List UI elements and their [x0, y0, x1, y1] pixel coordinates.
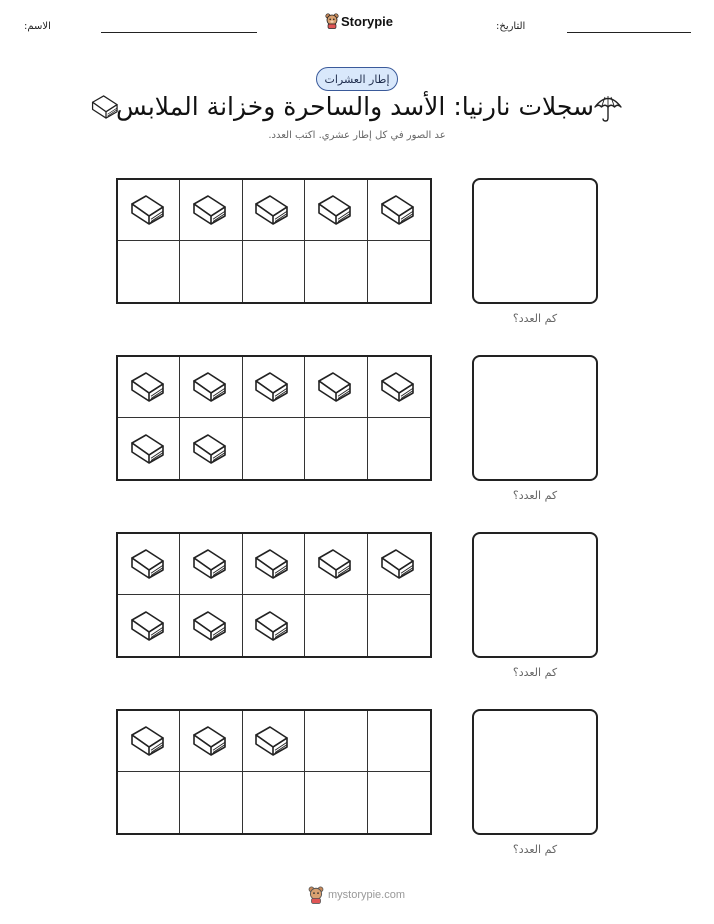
ten-frame-cell-filled	[368, 534, 430, 595]
ten-frame-cell-filled	[180, 534, 242, 595]
ten-frame	[116, 709, 432, 835]
ten-frame-cell-empty	[180, 772, 242, 833]
ten-frame-cell-empty	[305, 772, 367, 833]
bear-mascot-icon	[325, 13, 339, 29]
page-title: سجلات نارنيا: الأسد والساحرة وخزانة الملابس	[115, 92, 594, 121]
ten-frame-cell-empty	[305, 241, 367, 302]
ten-frame-cell-filled	[118, 418, 180, 479]
answer-box[interactable]	[472, 532, 598, 658]
ten-frame-cell-filled	[243, 357, 305, 418]
instructions: عد الصور في كل إطار عشري. اكتب العدد.	[268, 130, 446, 141]
book-icon	[316, 191, 356, 229]
ten-frame-cell-empty	[368, 241, 430, 302]
answer-box[interactable]	[472, 709, 598, 835]
book-icon	[191, 722, 231, 760]
ten-frame-cell-filled	[180, 180, 242, 241]
book-icon	[129, 545, 169, 583]
ten-frame-cell-empty	[368, 711, 430, 772]
book-icon	[129, 368, 169, 406]
ten-frame-cell-empty	[368, 595, 430, 656]
ten-frame-cell-filled	[180, 418, 242, 479]
ten-frame-cell-empty	[305, 418, 367, 479]
ten-frame-cell-filled	[305, 180, 367, 241]
book-icon	[253, 607, 293, 645]
how-many-label: كم العدد؟	[512, 843, 558, 856]
book-icon	[316, 368, 356, 406]
umbrella-icon	[592, 92, 624, 124]
name-line[interactable]	[101, 32, 257, 33]
brand-logo	[325, 13, 393, 29]
ten-frame-cell-filled	[305, 534, 367, 595]
bear-mascot-icon	[308, 886, 324, 904]
name-label: الاسم:	[24, 21, 51, 32]
book-icon	[129, 607, 169, 645]
ten-frame-cell-empty	[368, 418, 430, 479]
book-icon	[191, 368, 231, 406]
book-icon	[191, 191, 231, 229]
ten-frame-cell-filled	[180, 711, 242, 772]
footer-site-link[interactable]: mystorypie.com	[328, 889, 406, 901]
book-icon	[379, 191, 419, 229]
ten-frame-cell-empty	[180, 241, 242, 302]
book-icon	[316, 545, 356, 583]
book-icon	[253, 545, 293, 583]
ten-frame-cell-empty	[243, 241, 305, 302]
ten-frame-cell-empty	[118, 772, 180, 833]
ten-frame-cell-empty	[368, 772, 430, 833]
book-icon	[129, 722, 169, 760]
ten-frame-cell-filled	[243, 534, 305, 595]
book-icon	[191, 430, 231, 468]
ten-frame-cell-filled	[368, 180, 430, 241]
book-icon	[379, 545, 419, 583]
ten-frame	[116, 178, 432, 304]
book-icon	[129, 191, 169, 229]
book-icon	[379, 368, 419, 406]
ten-frame-cell-empty	[243, 418, 305, 479]
ten-frame-cell-filled	[118, 534, 180, 595]
ten-frame-cell-empty	[305, 595, 367, 656]
ten-frame-cell-empty	[118, 241, 180, 302]
ten-frame-cell-filled	[243, 180, 305, 241]
answer-box[interactable]	[472, 355, 598, 481]
ten-frame-cell-filled	[243, 711, 305, 772]
date-line[interactable]	[567, 32, 691, 33]
ten-frame-cell-filled	[118, 711, 180, 772]
how-many-label: كم العدد؟	[512, 312, 558, 325]
book-icon	[191, 545, 231, 583]
ten-frame-cell-filled	[118, 180, 180, 241]
how-many-label: كم العدد؟	[512, 489, 558, 502]
book-icon	[253, 722, 293, 760]
footer	[308, 886, 405, 904]
worksheet-type-badge: إطار العشرات	[316, 67, 398, 91]
book-icon	[253, 191, 293, 229]
ten-frame	[116, 532, 432, 658]
ten-frame-cell-filled	[118, 595, 180, 656]
book-icon	[129, 430, 169, 468]
ten-frame-cell-filled	[243, 595, 305, 656]
ten-frame	[116, 355, 432, 481]
ten-frame-cell-filled	[180, 595, 242, 656]
ten-frame-cell-empty	[243, 772, 305, 833]
ten-frame-cell-filled	[305, 357, 367, 418]
book-icon	[191, 607, 231, 645]
brand-name: Storypie	[341, 13, 394, 29]
date-label: التاريخ:	[496, 21, 526, 32]
ten-frame-cell-empty	[305, 711, 367, 772]
how-many-label: كم العدد؟	[512, 666, 558, 679]
ten-frame-cell-filled	[118, 357, 180, 418]
ten-frame-cell-filled	[180, 357, 242, 418]
ten-frame-cell-filled	[368, 357, 430, 418]
book-icon	[253, 368, 293, 406]
answer-box[interactable]	[472, 178, 598, 304]
